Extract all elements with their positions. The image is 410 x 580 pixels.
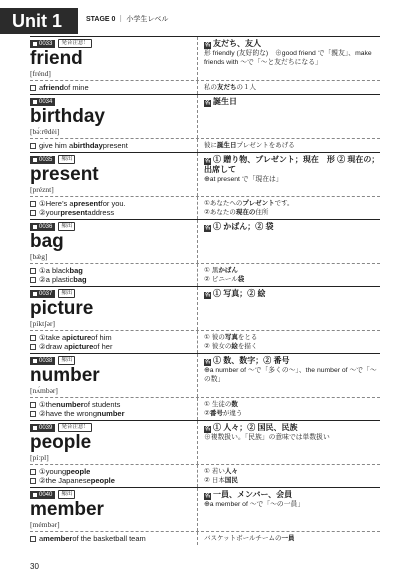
entry-tag: 頻出 <box>58 490 75 499</box>
definition-text: 誕生日 <box>213 97 237 106</box>
entry-main <box>30 488 380 532</box>
translation-keyword: 絵 <box>231 342 238 350</box>
checkbox[interactable] <box>30 201 36 207</box>
unit-label: Unit 1 <box>0 8 78 34</box>
headword: member <box>30 499 104 520</box>
square-icon <box>33 292 37 296</box>
vocab-entry <box>30 353 380 420</box>
entry-tag: 頻出 <box>58 289 75 298</box>
entry-head <box>30 95 198 138</box>
entry-id-row <box>30 490 197 499</box>
example-text: of her <box>93 342 113 351</box>
translation-line <box>204 141 380 150</box>
entry-main <box>30 95 380 139</box>
pronunciation: [píːpl] <box>30 453 49 462</box>
vocab-entry <box>30 286 380 353</box>
entry-head <box>30 354 198 397</box>
translation-text: が違う <box>222 409 243 417</box>
entry-meaning <box>198 354 380 397</box>
entry-number-badge <box>30 357 55 365</box>
headword: present <box>30 164 99 185</box>
example-line <box>30 476 197 485</box>
example-keyword: birthday <box>73 141 103 150</box>
square-icon <box>33 359 37 363</box>
definition-text: ① 写真；② 絵 <box>213 289 266 298</box>
entry-id-row <box>30 39 197 48</box>
entry-id-row <box>30 356 197 365</box>
headword: birthday <box>30 106 105 127</box>
example-keyword: present <box>73 199 101 208</box>
example-block <box>30 465 380 487</box>
example-keyword: bag <box>69 266 83 275</box>
usage-note: ⊕a number of ～で「多くの～」、the number of ～で「～の数」 <box>204 367 377 383</box>
translation-line <box>204 266 380 275</box>
example-keyword: friend <box>43 83 65 92</box>
translation-text: ② ビニール <box>204 275 238 283</box>
example-line <box>30 199 197 208</box>
stage-title: STAGE 0 <box>86 16 116 23</box>
pronunciation: [mémbər] <box>30 520 60 529</box>
entry-number: 0033 <box>39 40 53 47</box>
translation-text: 彼に <box>204 141 217 149</box>
translation-keyword: 番号 <box>209 409 223 417</box>
example-japanese <box>198 197 380 219</box>
example-keyword: number <box>97 409 125 418</box>
square-icon <box>33 493 37 497</box>
example-block <box>30 81 380 94</box>
translation-text: です。 <box>274 199 294 207</box>
example-japanese <box>198 331 380 353</box>
part-of-speech: 名 <box>204 42 211 48</box>
example-keyword: bag <box>73 275 87 284</box>
translation-keyword: かばん <box>218 266 238 274</box>
stage-label: STAGE 0 ｜ 小学生レベル <box>86 16 169 23</box>
translation-line <box>204 342 380 351</box>
entry-meaning <box>198 287 380 330</box>
translation-keyword: 友だち <box>217 83 237 91</box>
entry-meaning <box>198 95 380 138</box>
pronunciation: [píktʃər] <box>30 319 55 328</box>
example-text: a <box>39 534 44 543</box>
checkbox[interactable] <box>30 469 36 475</box>
translation-line <box>204 199 380 208</box>
example-text: ①take a <box>39 333 67 342</box>
example-text: address <box>87 208 115 217</box>
definition <box>204 155 380 175</box>
vocab-entry <box>30 94 380 152</box>
entry-tag: 発音注意！ <box>58 423 92 432</box>
translation-text: ②あなたの <box>204 208 236 216</box>
example-text: of mine <box>64 83 89 92</box>
example-keyword: member <box>43 534 73 543</box>
example-text: present <box>102 141 128 150</box>
translation-text: ① 若い <box>204 467 225 475</box>
example-japanese <box>198 81 380 94</box>
part-of-speech: 名 <box>204 292 211 298</box>
entry-meaning <box>198 421 380 464</box>
example-text: ②draw a <box>39 342 69 351</box>
example-line <box>30 141 197 150</box>
entry-number: 0035 <box>39 156 53 163</box>
entry-main <box>30 421 380 465</box>
example-japanese <box>198 264 380 286</box>
example-japanese <box>198 532 380 545</box>
headword: people <box>30 432 92 453</box>
definition <box>204 97 380 107</box>
entry-meaning <box>198 153 380 196</box>
entry-main <box>30 220 380 264</box>
example-keyword: present <box>60 208 88 217</box>
example-english <box>30 139 198 152</box>
definition <box>204 39 380 49</box>
pronunciation: [préznt] <box>30 185 54 194</box>
translation-keyword: 写真 <box>224 333 238 341</box>
entry-number: 0036 <box>39 223 53 230</box>
entry-number-badge <box>30 223 55 231</box>
example-english <box>30 331 198 353</box>
definition <box>204 490 380 500</box>
entry-number: 0037 <box>39 290 53 297</box>
translation-text: を描く <box>237 342 258 350</box>
translation-text: ② <box>204 409 210 417</box>
translation-line <box>204 208 380 217</box>
headword: bag <box>30 231 64 252</box>
entry-head <box>30 488 198 531</box>
translation-text: 私の <box>204 83 217 91</box>
example-block <box>30 331 380 353</box>
entry-id-row <box>30 97 197 106</box>
checkbox[interactable] <box>30 335 36 341</box>
headword: number <box>30 365 100 386</box>
definition-text: ① 人々；② 国民、民族 <box>213 423 298 432</box>
translation-keyword: 国民 <box>224 476 238 484</box>
translation-line <box>204 476 380 485</box>
example-block <box>30 139 380 152</box>
example-japanese <box>198 139 380 152</box>
example-line <box>30 333 197 342</box>
translation-keyword: 数 <box>231 400 238 408</box>
translation-text: ① 彼の <box>204 333 225 341</box>
usage-note: ⊕複数扱い。「民族」の意味では単数扱い <box>204 434 330 441</box>
definition-text: ① 数、数字；② 番号 <box>213 356 290 365</box>
entry-meaning <box>198 488 380 531</box>
pronunciation: [nʌ́mbər] <box>30 386 58 395</box>
entry-number: 0038 <box>39 357 53 364</box>
example-line <box>30 534 197 543</box>
example-text: of students <box>83 400 121 409</box>
definition <box>204 423 380 433</box>
example-text: ②your <box>39 208 61 217</box>
translation-keyword: 現在の <box>235 208 256 216</box>
translation-line <box>204 534 380 543</box>
vocab-entry <box>30 420 380 487</box>
example-english <box>30 465 198 487</box>
translation-text: 住所 <box>255 208 269 216</box>
example-japanese <box>198 398 380 420</box>
entry-head <box>30 153 198 196</box>
entry-id-row <box>30 155 197 164</box>
translation-line <box>204 275 380 284</box>
translation-keyword: 人々 <box>224 467 238 475</box>
headword: picture <box>30 298 94 319</box>
translation-line <box>204 409 380 418</box>
checkbox[interactable] <box>30 402 36 408</box>
example-line <box>30 400 197 409</box>
part-of-speech: 名 <box>204 426 211 432</box>
page-number: 30 <box>30 562 39 571</box>
example-keyword: people <box>90 476 115 485</box>
entry-meaning <box>198 220 380 263</box>
square-icon <box>33 225 37 229</box>
definition <box>204 289 380 299</box>
page-header <box>0 8 410 34</box>
part-of-speech: 名 <box>204 359 211 365</box>
example-line <box>30 467 197 476</box>
square-icon <box>33 42 37 46</box>
example-text: ②have the wrong <box>39 409 98 418</box>
entry-id-row <box>30 289 197 298</box>
pronunciation: [bə́ːrθdèi] <box>30 127 60 136</box>
example-text: of the basketball team <box>72 534 146 543</box>
checkbox[interactable] <box>30 536 36 542</box>
translation-text: ② 日本 <box>204 476 225 484</box>
example-english <box>30 197 198 219</box>
translation-text: の１人 <box>236 83 256 91</box>
vocabulary-list <box>30 36 380 545</box>
example-text: give him a <box>39 141 74 150</box>
definition <box>204 356 380 366</box>
checkbox[interactable] <box>30 277 36 283</box>
entry-tag: 発音注意！ <box>58 39 92 48</box>
entry-number-badge <box>30 98 55 106</box>
usage-note: 形 friendly (友好的な) ⊕good friend で「親友」、make friends with ～で「～と友だちになる」 <box>204 50 372 66</box>
translation-text: をとる <box>237 333 258 341</box>
example-line <box>30 275 197 284</box>
example-english <box>30 81 198 94</box>
part-of-speech: 名 <box>204 100 211 106</box>
example-english <box>30 398 198 420</box>
example-text: ①Here’s a <box>39 199 74 208</box>
square-icon <box>33 426 37 430</box>
example-text: a <box>39 83 44 92</box>
translation-text: プレゼントをあげる <box>236 141 295 149</box>
example-english <box>30 264 198 286</box>
example-keyword: number <box>56 400 84 409</box>
example-text: ②a plastic <box>39 275 74 284</box>
example-keyword: picture <box>68 342 94 351</box>
entry-number-badge <box>30 290 55 298</box>
part-of-speech: 名 <box>204 493 211 499</box>
example-line <box>30 208 197 217</box>
square-icon <box>33 158 37 162</box>
translation-line <box>204 333 380 342</box>
pronunciation: [bǽg] <box>30 252 48 261</box>
definition-text: 友だち、友人 <box>213 39 261 48</box>
example-block <box>30 197 380 219</box>
checkbox[interactable] <box>30 210 36 216</box>
example-text: ①the <box>39 400 57 409</box>
entry-id-row <box>30 222 197 231</box>
entry-number-badge <box>30 491 55 499</box>
entry-number-badge <box>30 40 55 48</box>
checkbox[interactable] <box>30 411 36 417</box>
translation-line <box>204 467 380 476</box>
definition <box>204 222 380 232</box>
entry-number-badge <box>30 424 55 432</box>
checkbox[interactable] <box>30 344 36 350</box>
example-text: ②the Japanese <box>39 476 91 485</box>
stage-subtitle: 小学生レベル <box>126 16 169 23</box>
example-keyword: picture <box>66 333 92 342</box>
usage-note: ⊕at present で「現在は」 <box>204 176 283 183</box>
entry-number: 0034 <box>39 98 53 105</box>
vocab-entry <box>30 487 380 545</box>
checkbox[interactable] <box>30 85 36 91</box>
entry-head <box>30 37 198 80</box>
translation-line <box>204 83 380 92</box>
translation-keyword: 一員 <box>281 534 295 542</box>
entry-main <box>30 37 380 81</box>
entry-meaning <box>198 37 380 80</box>
example-japanese <box>198 465 380 487</box>
entry-id-row <box>30 423 197 432</box>
entry-number: 0040 <box>39 491 53 498</box>
entry-head <box>30 421 198 464</box>
checkbox[interactable] <box>30 268 36 274</box>
definition-text: ① かばん；② 袋 <box>213 222 274 231</box>
example-keyword: people <box>66 467 91 476</box>
part-of-speech: 名 <box>204 225 211 231</box>
translation-text: ① 生徒の <box>204 400 232 408</box>
entry-head <box>30 220 198 263</box>
translation-line <box>204 400 380 409</box>
entry-tag: 頻出 <box>58 222 75 231</box>
translation-text: バスケットボールチームの <box>204 534 282 542</box>
entry-main <box>30 354 380 398</box>
pronunciation: [frénd] <box>30 69 51 78</box>
translation-keyword: 袋 <box>237 275 245 283</box>
definition-text: ① 贈り物、プレゼント；現在 形 ② 現在の；出席して <box>204 155 380 174</box>
part-of-speech: 名 <box>204 158 211 164</box>
usage-note: ⊕a member of ～で「～の一員」 <box>204 501 305 508</box>
entry-tag: 頻出 <box>58 356 75 365</box>
example-text: for you. <box>100 199 126 208</box>
entry-number: 0039 <box>39 424 53 431</box>
checkbox[interactable] <box>30 143 36 149</box>
entry-main <box>30 153 380 197</box>
example-block <box>30 532 380 545</box>
headword: friend <box>30 48 83 69</box>
translation-text: ② 彼女の <box>204 342 232 350</box>
example-line <box>30 83 197 92</box>
vocab-entry <box>30 152 380 219</box>
example-english <box>30 532 198 545</box>
vocab-entry <box>30 219 380 286</box>
vocab-entry <box>30 36 380 94</box>
example-line <box>30 342 197 351</box>
example-text: ①young <box>39 467 67 476</box>
translation-keyword: 誕生日 <box>217 141 237 149</box>
example-text: ①a black <box>39 266 70 275</box>
example-text: of him <box>91 333 112 342</box>
definition-text: 一員、メンバー、会員 <box>213 490 293 499</box>
example-block <box>30 264 380 286</box>
entry-number-badge <box>30 156 55 164</box>
square-icon <box>33 100 37 104</box>
translation-keyword: プレゼント <box>242 199 275 207</box>
example-block <box>30 398 380 420</box>
entry-tag: 頻出 <box>58 155 75 164</box>
example-line <box>30 409 197 418</box>
entry-head <box>30 287 198 330</box>
translation-text: ①あなたへの <box>204 199 243 207</box>
entry-main <box>30 287 380 331</box>
checkbox[interactable] <box>30 478 36 484</box>
translation-text: ① 黒 <box>204 266 219 274</box>
example-line <box>30 266 197 275</box>
